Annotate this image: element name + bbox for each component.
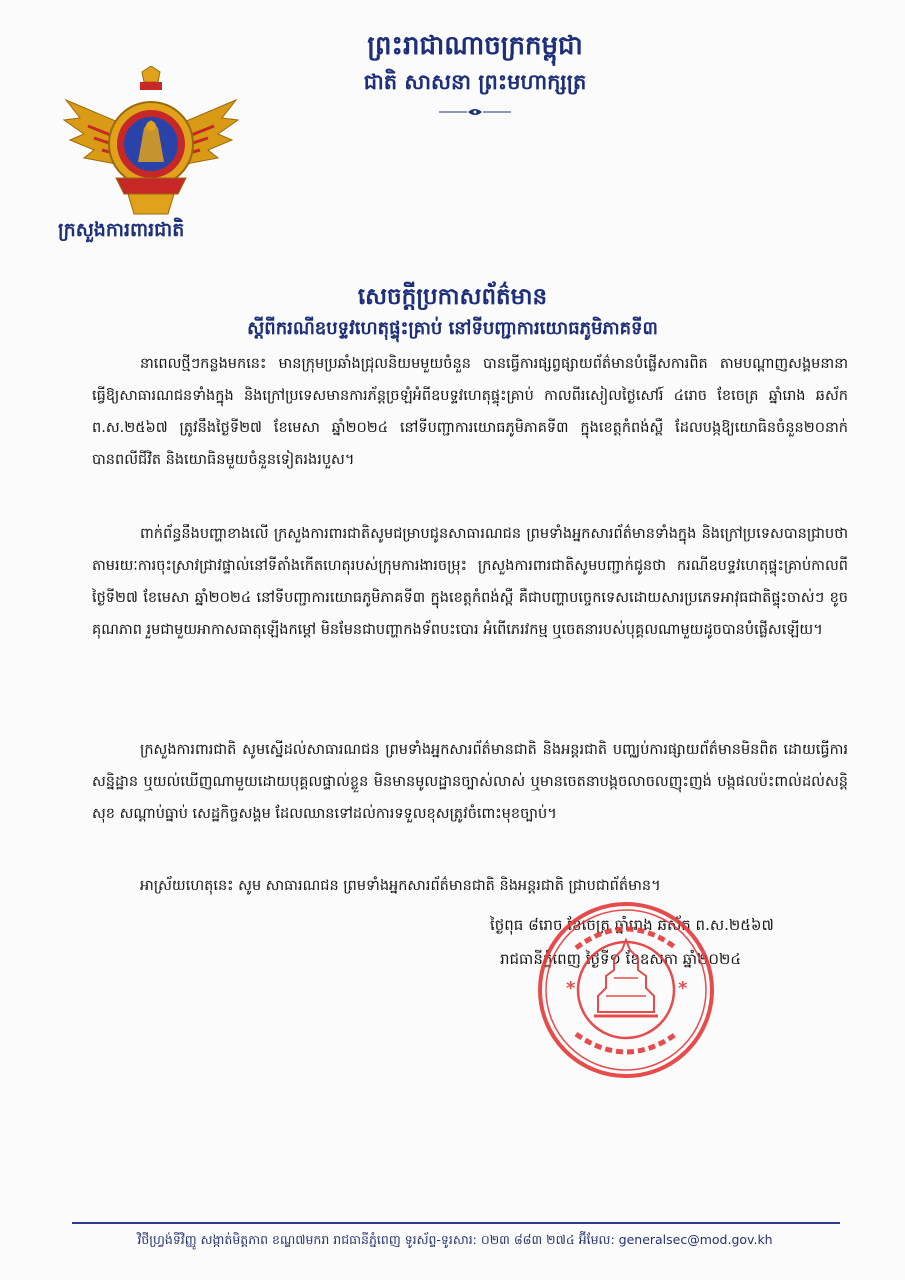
svg-text:*: * xyxy=(566,978,576,999)
paragraph: អាស្រ័យហេតុនេះ សូម សាធារណជន ព្រមទាំងអ្នកសារព័ត៌មានជាតិ និងអន្តរជាតិ ជ្រាបជាព័ត៌មាន។ xyxy=(140,878,661,894)
paragraph: ពាក់ព័ន្ធនឹងបញ្ហាខាងលើ ក្រសួងការពារជាតិសូមជម្រាបជូនសាធារណជន ព្រមទាំងអ្នកសារព័ត៌មានទាំងក្នុង និងក្រៅប្រទេសបានជ្រាបថា តាមរយៈការចុះស្រាវជ្រាវផ្ទាល់នៅទីតាំងកើតហេតុរបស់ក្រុមការងារចម្រុះ ក្រសួងការពារជាតិសូមបញ្ជាក់ជូនថា ករណីឧបទ្ទវហេតុផ្ទុះគ្រាប់កាលពីថ្ងៃទី២៧ ខែមេសា ឆ្នាំ២០២៤ នៅទីបញ្ជាការយោធភូមិភាគទី៣ ក្នុងខេត្តកំពង់ស្ពឺ គឺជាបញ្ហាបច្ចេកទេសដោយសារប្រភេទអាវុធជាតិផ្ទុះចាស់ៗ ខូចគុណភាព រួមជាមួយអាកាសធាតុឡើងកម្តៅ មិនមែនជាបញ្ហាកងទ័ពបះបោរ អំពើភេរវកម្ម ឬចេតនារបស់បុគ្គលណាមួយដូចបានបំផ្លើសឡើយ។ xyxy=(92,526,848,638)
ornament-divider-icon xyxy=(437,106,513,118)
ministry-emblem-icon xyxy=(58,66,244,216)
footer-contact: វិថីហ្វ្រង់ទីវិញ្ញូ សង្កាត់មិត្តភាព ខណ្ឌ៧មករា រាជធានីភ្នំពេញ ទូរស័ព្ទ-ទូរសារ: ០២៣ ៨៨៣ ២៧៤ អ៊ីមែល: generalsec@mod.gov.kh xyxy=(137,1232,773,1247)
date-solar: រាជធានីភ្នំពេញ ថ្ងៃទី១ ខែឧសភា ឆ្នាំ២០២៤ xyxy=(500,950,741,968)
ministry-name: ក្រសួងការពារជាតិ xyxy=(58,219,185,241)
svg-text:*: * xyxy=(678,978,688,999)
document-subtitle: ស្តីពីករណីឧបទ្ទវហេតុផ្ទុះគ្រាប់ នៅទីបញ្ជាការយោធភូមិភាគទី៣ xyxy=(247,318,658,339)
document-title: សេចក្តីប្រកាសព័ត៌មាន xyxy=(357,284,548,310)
national-motto: ជាតិ សាសនា ព្រះមហាក្សត្រ xyxy=(363,70,587,94)
kingdom-header xyxy=(330,28,620,122)
paragraph: នាពេលថ្មីៗកន្លងមកនេះ មានក្រុមប្រឆាំងជ្រុលនិយមមួយចំនួន បានធ្វើការផ្សព្វផ្សាយព័ត៌មានបំផ្លើសការពិត តាមបណ្តាញសង្គមនានា ធ្វើឱ្យសាធារណជនទាំងក្នុង និងក្រៅប្រទេសមានការភ័ន្តច្រឡំអំពីឧបទ្ទវហេតុផ្ទុះគ្រាប់ កាលពីរសៀលថ្ងៃសៅរ៍ ៤រោច ខែចេត្រ ឆ្នាំរោង ឆស័ក ព.ស.២៥៦៧ ត្រូវនឹងថ្ងៃទី២៧ ខែមេសា ឆ្នាំ២០២៤ នៅទីបញ្ជាការយោធភូមិភាគទី៣ ក្នុងខេត្តកំពង់ស្ពឺ ដែលបង្កឱ្យយោធិនចំនួន២០នាក់ បានពលីជីវិត និងយោធិនមួយចំនួនទៀតរងរបួស។ xyxy=(92,356,848,468)
footer-divider xyxy=(72,1222,840,1224)
paragraph: ក្រសួងការពារជាតិ សូមស្នើដល់សាធារណជន ព្រមទាំងអ្នកសារព័ត៌មានជាតិ និងអន្តរជាតិ បញ្ឈប់ការផ្សាយព័ត៌មានមិនពិត ដោយធ្វើការសន្និដ្ឋាន ឬយល់ឃើញណាមួយដោយបុគ្គលផ្ទាល់ខ្លួន មិនមានមូលដ្ឋានច្បាស់លាស់ ឬមានចេតនាបង្កចលាចលញុះញង់ បង្កផលប៉ះពាល់ដល់សន្តិសុខ សណ្តាប់ធ្នាប់ សេដ្ឋកិច្ចសង្គម ដែលឈានទៅដល់ការទទួលខុសត្រូវចំពោះមុខច្បាប់។ xyxy=(92,742,848,822)
kingdom-name: ព្រះរាជាណាចក្រកម្ពុជា xyxy=(367,31,583,61)
date-lunar: ថ្ងៃពុធ ៨រោច ខែចេត្រ ឆ្នាំរោង ឆស័ក ព.ស.២៥៦៧ xyxy=(490,916,774,934)
official-seal-icon xyxy=(536,900,716,1080)
